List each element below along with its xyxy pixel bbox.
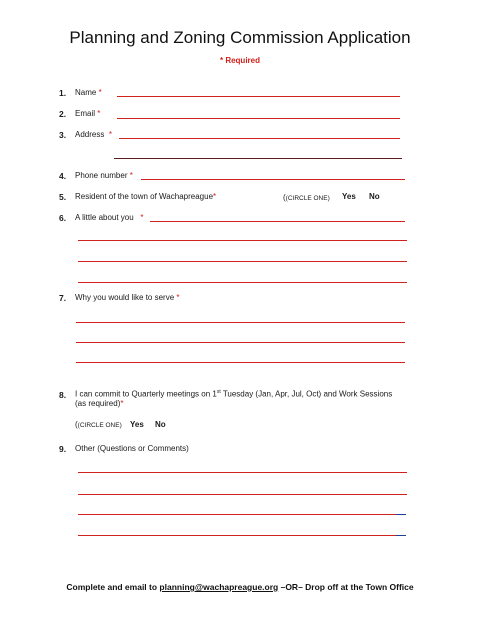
other-answer-line-4-tail [396, 535, 406, 536]
commit-no-option[interactable]: No [155, 420, 166, 429]
circle-one-note: ((CIRCLE ONE) [283, 193, 330, 202]
other-answer-line-4[interactable] [78, 535, 396, 536]
name-answer-line[interactable] [117, 96, 400, 97]
about-answer-line-2[interactable] [78, 240, 407, 241]
question-label-other: Other (Questions or Comments) [75, 444, 189, 453]
address-answer-line-2[interactable] [114, 158, 402, 159]
commit-yes-option[interactable]: Yes [130, 420, 144, 429]
other-answer-line-3[interactable] [78, 514, 396, 515]
question-label-email: Email * [75, 109, 101, 118]
serve-answer-line-2[interactable] [76, 342, 405, 343]
serve-answer-line-3[interactable] [76, 362, 405, 363]
other-answer-line-1[interactable] [78, 472, 407, 473]
about-answer-line-3[interactable] [78, 261, 407, 262]
other-answer-line-3-tail [396, 514, 406, 515]
email-answer-line[interactable] [117, 118, 400, 119]
email-link[interactable]: planning@wachapreague.org [159, 582, 279, 592]
question-number: 4. [59, 171, 67, 181]
question-number: 7. [59, 293, 67, 303]
question-number: 6. [59, 213, 67, 223]
serve-answer-line-1[interactable] [76, 322, 405, 323]
other-answer-line-2[interactable] [78, 494, 407, 495]
question-number: 9. [59, 444, 67, 454]
resident-no-option[interactable]: No [369, 192, 380, 201]
required-note: * Required [219, 56, 260, 65]
question-number: 8. [59, 390, 67, 400]
circle-one-note: ((CIRCLE ONE) [75, 420, 122, 429]
phone-answer-line[interactable] [141, 179, 405, 180]
about-answer-line-1[interactable] [150, 221, 405, 222]
question-number: 2. [59, 109, 67, 119]
question-label-name: Name * [75, 88, 102, 97]
question-label-commit: I can commit to Quarterly meetings on 1st Tuesday (Jan, Apr, Jul, Oct) and Work Sessions [75, 389, 393, 399]
form-title: Planning and Zoning Commission Application [69, 28, 411, 47]
resident-yes-option[interactable]: Yes [342, 192, 356, 201]
question-label-phone: Phone number * [75, 171, 133, 180]
question-label-serve: Why you would like to serve * [75, 293, 180, 302]
question-label-resident: Resident of the town of Wachapreague* [75, 192, 217, 201]
question-number: 1. [59, 88, 67, 98]
question-label-about: A little about you * [75, 213, 144, 222]
question-number: 5. [59, 192, 67, 202]
about-answer-line-4[interactable] [78, 282, 407, 283]
submission-instructions: Complete and email to planning@wachapreague.org –OR– Drop off at the Town Office [66, 582, 414, 592]
question-label-commit-line2: (as required)* [75, 399, 124, 408]
question-label-address: Address * [75, 130, 112, 139]
address-answer-line-1[interactable] [119, 138, 400, 139]
question-number: 3. [59, 130, 67, 140]
